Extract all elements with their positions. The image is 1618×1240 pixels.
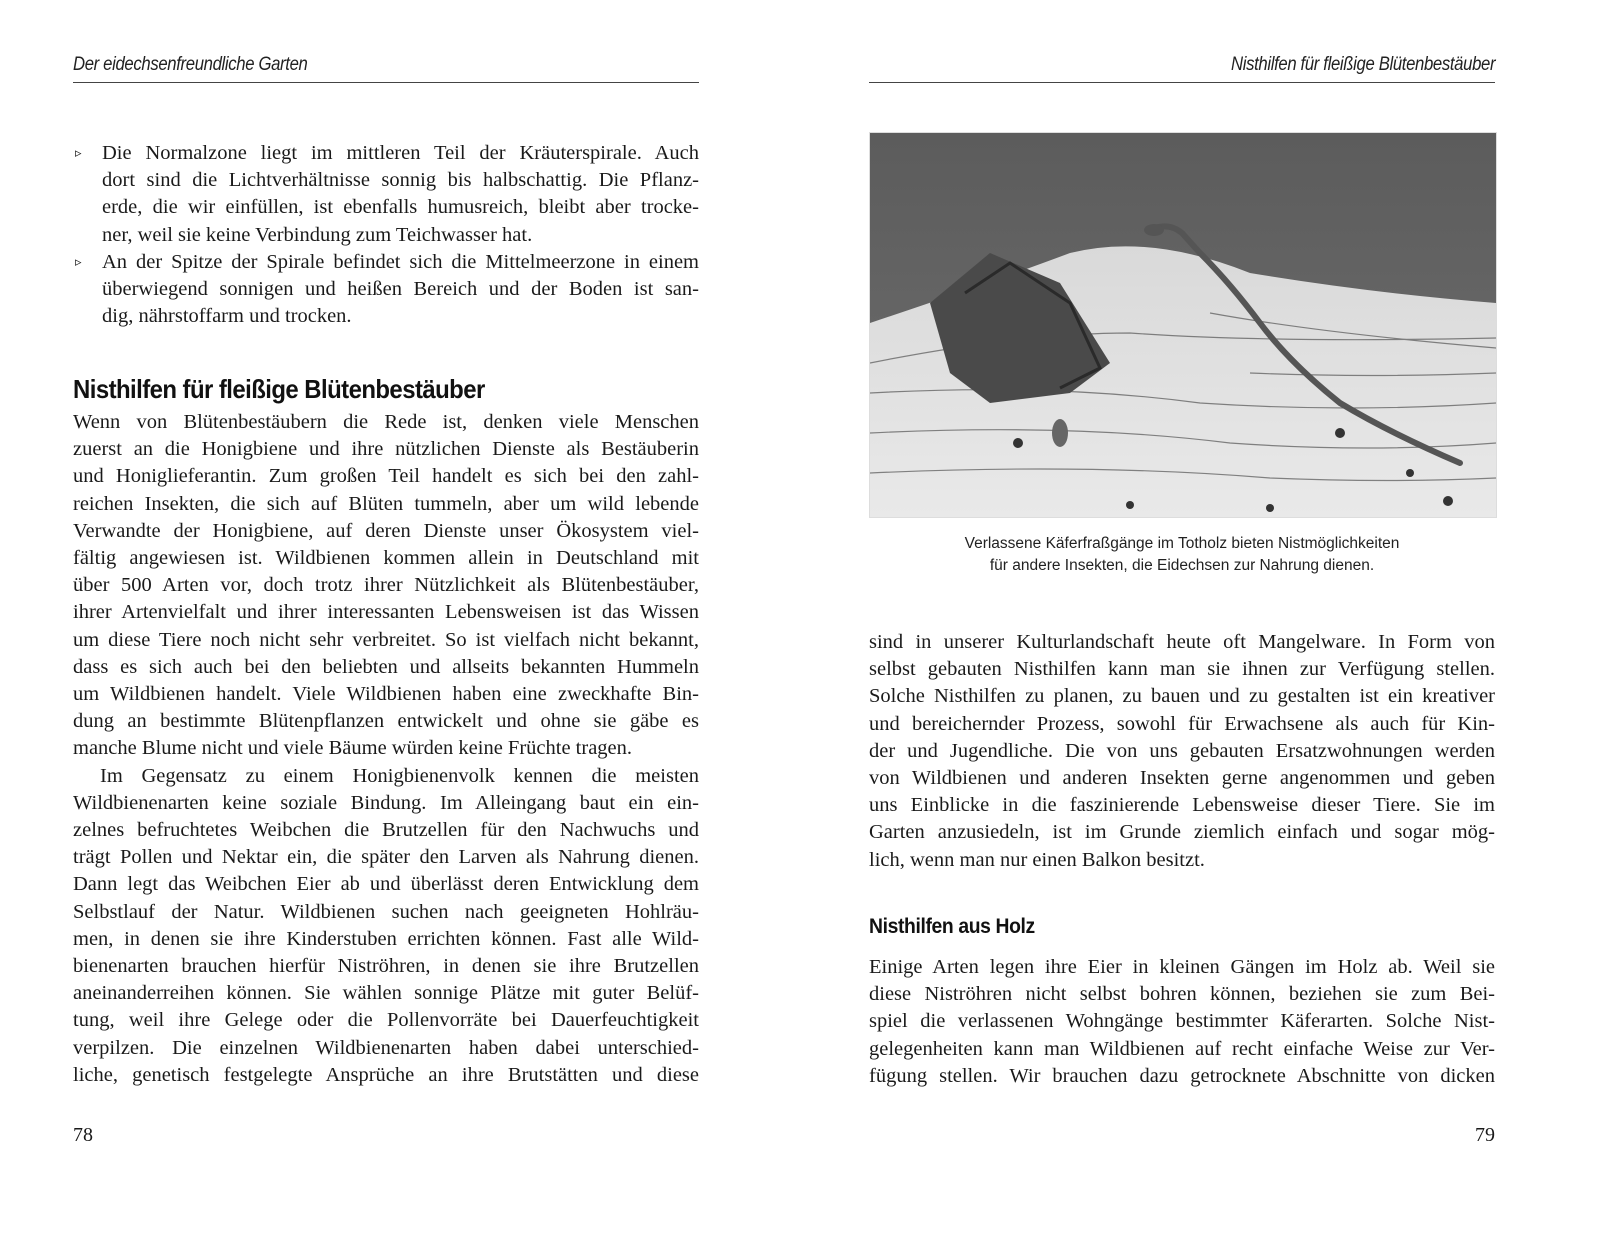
text-line: Wenn von Blütenbestäubern die Rede ist, denken viele Menschen <box>73 411 699 433</box>
text-line: fältig angewiesen ist. Wildbienen kommen allein in Deutschland mit <box>73 547 699 570</box>
page-number-right: 79 <box>1475 1124 1495 1146</box>
body-paragraph <box>869 954 1495 1090</box>
text-line: men, in denen sie ihre Kinderstuben errichten können. Fast alle Wild- <box>73 927 699 950</box>
text-line: zuerst an die Honigbiene und ihre nützlichen Dienste als Bestäuberin <box>73 438 699 461</box>
text-line: Solche Nisthilfen zu planen, zu bauen und zu gestalten ist ein kreativer <box>869 685 1495 708</box>
text-line: Garten anzusiedeln, ist im Grunde ziemlich einfach und sogar mög- <box>869 821 1495 844</box>
text-line: von Wildbienen und anderen Insekten gerne angenommen und geben <box>869 767 1495 790</box>
text-line: diese Niströhren nicht selbst bohren können, beziehen sie zum Bei- <box>869 983 1495 1006</box>
left-page <box>73 0 699 1240</box>
text-line: lich, wenn man nur einen Balkon besitzt. <box>869 848 1205 871</box>
body-paragraph <box>869 629 1495 874</box>
bullet-item <box>73 249 699 331</box>
text-line: dig, nährstoffarm und trocken. <box>102 305 352 328</box>
text-line: bienenarten brauchen hierfür Niströhren, in denen sie ihre Brutzellen <box>73 955 699 978</box>
text-line: uns Einblicke in die faszinierende Lebensweise dieser Tiere. Sie im <box>869 794 1495 817</box>
text-line: zelnes befruchtetes Weibchen die Brutzellen für den Nachwuchs und <box>73 819 699 842</box>
text-line: trägt Pollen und Nektar ein, die später den Larven als Nahrung dienen. <box>73 846 699 869</box>
text-line: erde, die wir einfüllen, ist ebenfalls humusreich, bleibt aber trocke- <box>102 196 699 219</box>
right-page <box>869 0 1495 1240</box>
text-line: überwiegend sonnigen und heißen Bereich und der Boden ist san- <box>102 278 699 301</box>
text-line: spiel die verlassenen Wohngänge bestimmter Käferarten. Solche Nist- <box>869 1010 1495 1033</box>
body-paragraph <box>73 409 699 1089</box>
text-line: dung an bestimmte Blütenpflanzen entwickelt und ohne sie gäbe es <box>73 710 699 733</box>
text-line: selbst gebauten Nisthilfen kann man sie ihnen zur Verfügung stellen. <box>869 658 1495 681</box>
figure-caption <box>869 533 1495 577</box>
text-line: tung, weil ihre Gelege oder die Pollenvorräte bei Dauerfeuchtigkeit <box>73 1009 699 1032</box>
text-line: gelegenheiten kann man Wildbienen auf recht einfache Weise zur Ver- <box>869 1037 1495 1060</box>
running-head-left: Der eidechsenfreundliche Garten <box>73 54 699 83</box>
caption-line: für andere Insekten, die Eidechsen zur Nahrung dienen. <box>989 557 1375 574</box>
section-heading: Nisthilfen für fleißige Blütenbestäuber <box>73 374 485 404</box>
text-line: dass es sich auch bei den beliebten und allseits bekannten Hummeln <box>73 655 699 678</box>
text-line: Die Normalzone liegt im mittleren Teil der Kräuterspirale. Auch <box>102 142 699 164</box>
text-line: Verwandte der Honigbiene, auf deren Dienste unser Ökosystem viel- <box>73 519 699 542</box>
text-line: ihrer Artenvielfalt und ihrer interessanten Lebensweisen ist das Wissen <box>73 601 699 624</box>
text-line: An der Spitze der Spirale befindet sich die Mittelmeerzone in einem <box>102 250 699 273</box>
pencil-drawing-icon <box>870 133 1496 517</box>
text-line: und bereichernder Prozess, sowohl für Erwachsene als auch für Kin- <box>869 712 1495 735</box>
running-head-right: Nisthilfen für fleißige Blütenbestäuber <box>869 54 1495 83</box>
text-line: liche, genetisch festgelegte Ansprüche an ihre Brutstätten und diese <box>73 1063 699 1086</box>
triangle-bullet-icon: ▹ <box>75 146 82 161</box>
text-line: ner, weil sie keine Verbindung zum Teichwasser hat. <box>102 223 533 246</box>
text-line: der und Jugendliche. Die von uns gebauten Ersatzwohnungen werden <box>869 739 1495 762</box>
subsection-heading: Nisthilfen aus Holz <box>869 915 1035 938</box>
text-line: Einige Arten legen ihre Eier in kleinen Gängen im Holz ab. Weil sie <box>869 956 1495 978</box>
text-line: reichen Insekten, die sich auf Blüten tummeln, aber um wild lebende <box>73 492 699 515</box>
text-line: aneinanderreihen können. Sie wählen sonnige Plätze mit guter Belüf- <box>73 982 699 1005</box>
bullet-list <box>73 140 699 330</box>
page-number-left: 78 <box>73 1124 93 1146</box>
text-line: Selbstlauf der Natur. Wildbienen suchen nach geeigneten Hohlräu- <box>73 900 699 923</box>
text-line: um Wildbienen handelt. Viele Wildbienen haben eine zweckhafte Bin- <box>73 683 699 706</box>
bullet-item <box>73 140 699 249</box>
caption-line: Verlassene Käferfraßgänge im Totholz bieten Nistmöglichkeiten <box>964 535 1400 552</box>
text-line: sind in unserer Kulturlandschaft heute oft Mangelware. In Form von <box>869 631 1495 653</box>
text-line: fügung stellen. Wir brauchen dazu getrocknete Abschnitte von dicken <box>869 1064 1495 1087</box>
text-line: verpilzen. Die einzelnen Wildbienenarten haben dabei unterschied- <box>73 1036 699 1059</box>
lizard-deadwood-illustration <box>869 132 1497 518</box>
text-line: und Honiglieferantin. Zum großen Teil handelt es sich bei den zahl- <box>73 465 699 488</box>
text-line: über 500 Arten vor, doch trotz ihrer Nützlichkeit als Blütenbestäuber, <box>73 574 699 597</box>
text-line: Wildbienenarten keine soziale Bindung. Im Alleingang baut ein ein- <box>73 791 699 814</box>
triangle-bullet-icon: ▹ <box>75 254 82 270</box>
text-line: um diese Tiere noch nicht sehr verbreitet. So ist vielfach nicht bekannt, <box>73 628 699 651</box>
text-line: Dann legt das Weibchen Eier ab und überlässt deren Entwicklung dem <box>73 873 699 896</box>
text-line: manche Blume nicht und viele Bäume würden keine Früchte tragen. <box>73 737 633 760</box>
text-line: Im Gegensatz zu einem Honigbienenvolk kennen die meisten <box>100 764 699 787</box>
text-line: dort sind die Lichtverhältnisse sonnig bis halbschattig. Die Pflanz- <box>102 169 699 192</box>
